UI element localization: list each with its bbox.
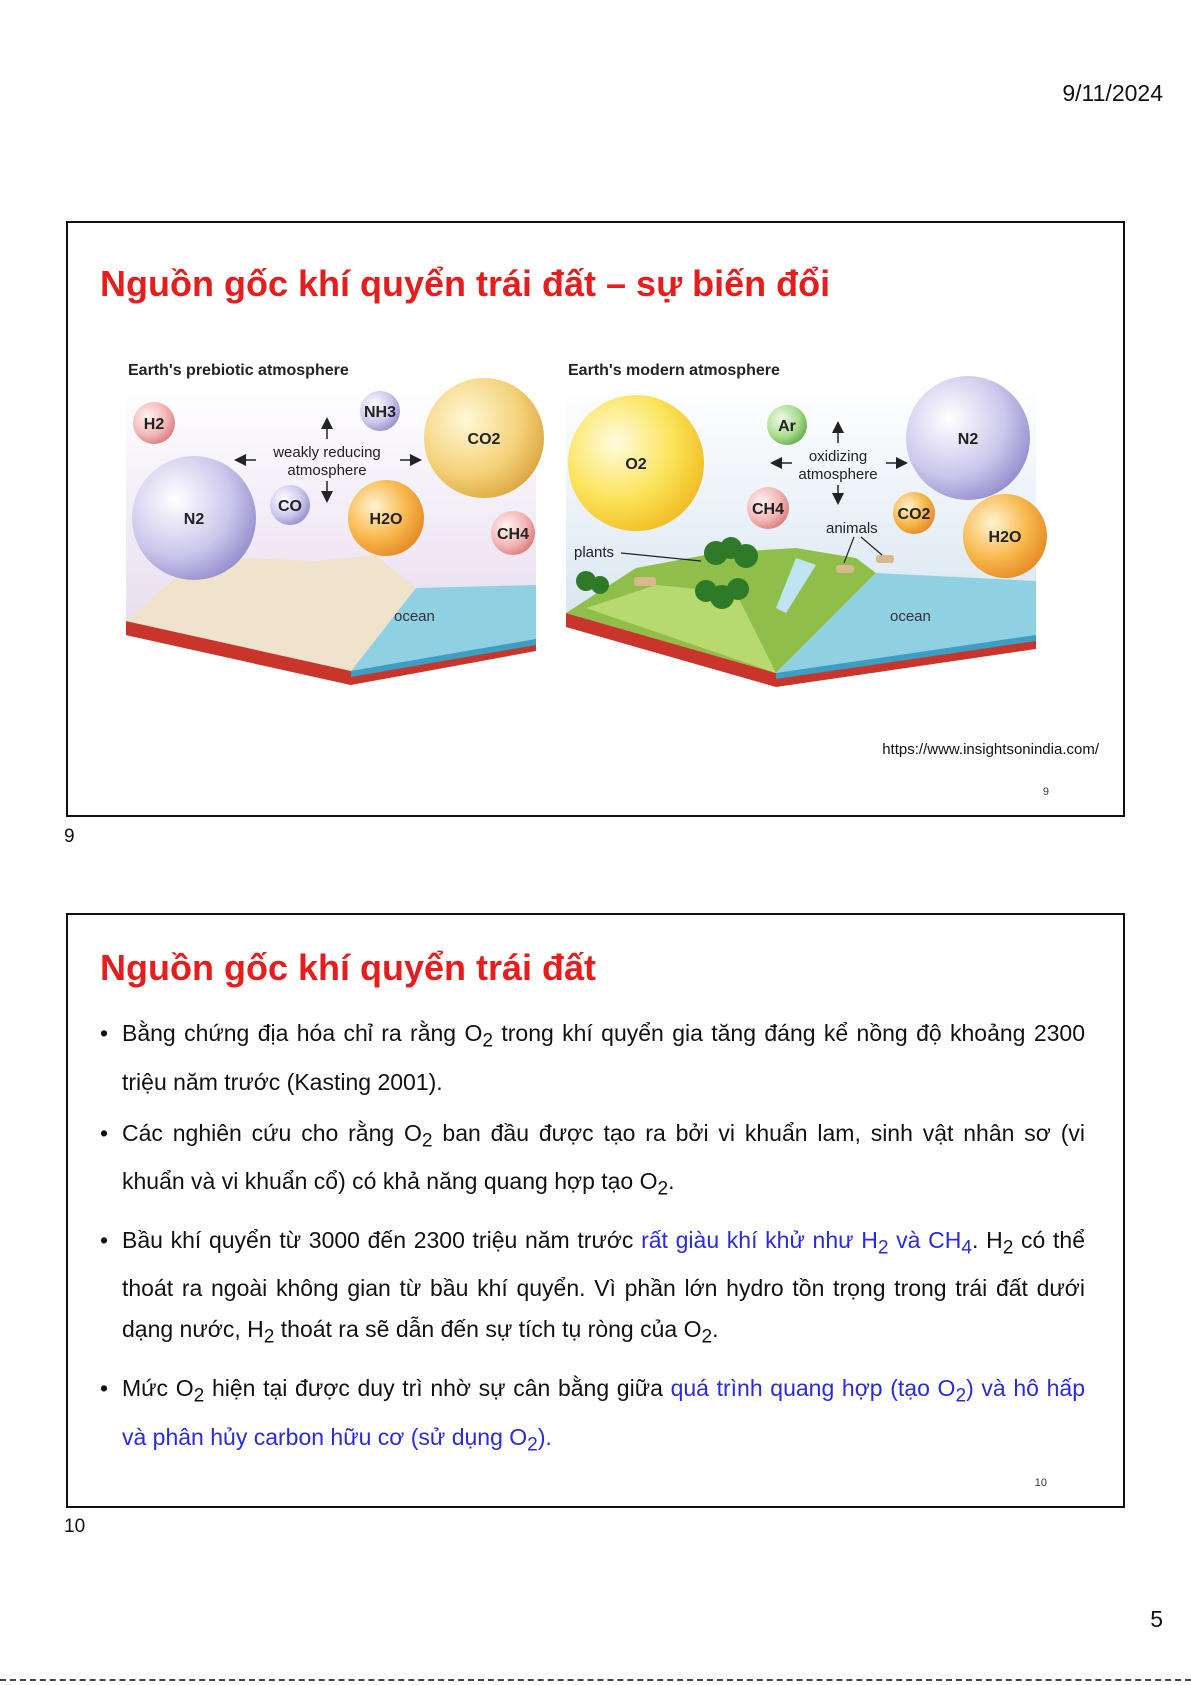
page-number: 5	[1150, 1606, 1163, 1632]
prebiotic-note-line2: atmosphere	[287, 462, 367, 479]
slide-1-inner-number: 9	[1042, 786, 1049, 798]
modern-gas-label: Ar	[778, 418, 796, 435]
prebiotic-title: Earth's prebiotic atmosphere	[128, 362, 349, 379]
slide-1-label: 9	[64, 826, 75, 847]
prebiotic-gas-label: CH4	[496, 526, 530, 543]
page-date: 9/11/2024	[1062, 80, 1163, 106]
prebiotic-panel	[126, 362, 544, 685]
highlight-text: quá trình quang hợp (tạo $O_2$) và hô hấp và phân hủy carbon hữu cơ (sử dụng $O_2$).	[122, 1374, 1085, 1456]
slide-2	[66, 913, 1125, 1508]
atmosphere-diagram	[116, 353, 1076, 733]
prebiotic-gas-label: CO	[278, 498, 302, 515]
modern-note-line2: atmosphere	[798, 466, 878, 483]
modern-note-line1: oxidizing	[808, 448, 868, 465]
modern-animals-label: animals	[826, 520, 878, 537]
slide-2-label: 10	[64, 1516, 86, 1537]
source-link[interactable]: https://www.insightsonindia.com/	[882, 741, 1099, 758]
modern-plants-label: plants	[574, 544, 615, 561]
slide-1-title: Nguồn gốc khí quyển trái đất – sự biến đổi	[100, 263, 831, 304]
prebiotic-gas-label: H2	[143, 416, 165, 433]
modern-gas-label: CH4	[751, 501, 785, 518]
modern-gas-label: N2	[957, 431, 979, 448]
bullet-item: • Bầu khí quyển từ 3000 đến 2300 triệu năm trước rất giàu khí khử như $H_2$ và $CH_4$. $H_2$ có thể thoát ra ngoài không gian từ bầu khí quyển. Vì phần lớn hydro tồn trọng trong trái đất dưới dạng nước, $H_2$ thoát ra sẽ dẫn đến sự tích tụ ròng của $O_2$.	[100, 1220, 1085, 1358]
slide-2-title: Nguồn gốc khí quyển trái đất	[100, 947, 597, 988]
modern-gas-label: CO2	[897, 506, 931, 523]
bullet-item: • Mức $O_2$ hiện tại được duy trì nhờ sự cân bằng giữa quá trình quang hợp (tạo $O_2$) và hô hấp và phân hủy carbon hữu cơ (sử dụng $O_2$).	[100, 1368, 1085, 1465]
prebiotic-ocean-label: ocean	[394, 608, 435, 625]
slide-1	[66, 221, 1125, 817]
bullet-list	[100, 1013, 1085, 1475]
page-bottom-divider	[0, 1679, 1191, 1681]
prebiotic-gas-label: CO2	[467, 431, 501, 448]
modern-title: Earth's modern atmosphere	[568, 362, 780, 379]
slide-2-inner-number: 10	[1034, 1477, 1047, 1489]
prebiotic-gas-label: NH3	[363, 404, 397, 421]
bullet-item: • Bằng chứng địa hóa chỉ ra rằng $O_2$ trong khí quyển gia tăng đáng kể nồng độ khoảng 2300 triệu năm trước (Kasting 2001).	[100, 1013, 1085, 1103]
modern-gas-label: H2O	[988, 529, 1022, 546]
highlight-text: rất giàu khí khử như $H_2$ và $CH_4$	[641, 1226, 973, 1259]
modern-ocean-label: ocean	[890, 608, 931, 625]
bullet-item: • Các nghiên cứu cho rằng $O_2$ ban đầu được tạo ra bởi vi khuẩn lam, sinh vật nhân sơ (vi khuẩn và vi khuẩn cổ) có khả năng quang hợp tạo $O_2$.	[100, 1113, 1085, 1210]
prebiotic-note-line1: weakly reducing	[273, 444, 381, 461]
prebiotic-gas-label: H2O	[369, 511, 403, 528]
modern-panel	[566, 362, 1047, 687]
prebiotic-gas-label: N2	[183, 511, 205, 528]
modern-gas-label: O2	[625, 456, 647, 473]
